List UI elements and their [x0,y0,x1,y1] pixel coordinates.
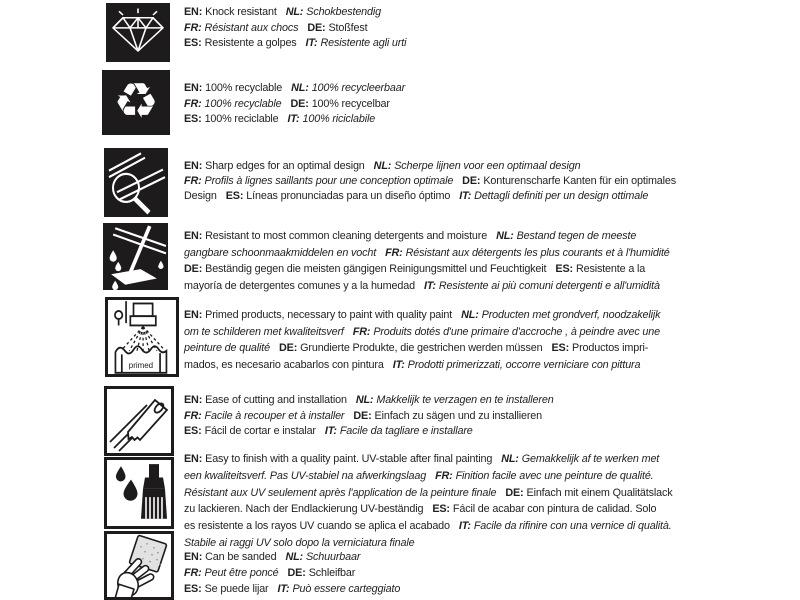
sharp-edges-magnifier-icon [104,148,168,217]
feature-text [184,81,405,128]
lang-text: Design [184,190,217,203]
text-line [184,485,673,502]
lang-label: EN: [184,160,203,172]
lang-label: DE: [290,97,309,110]
lang-text: peinture de qualité [184,342,270,354]
lang-label: ES: [225,190,244,203]
lang-label: EN: [184,82,203,94]
lang-label: IT: [324,425,337,437]
lang-segment-de [279,342,542,354]
text-line [184,112,405,128]
lang-text: Fácil de cortar e instalar [204,425,316,437]
feature-text [184,451,673,552]
text-line [184,501,673,518]
lang-text: Resistant to most common cleaning detergents and moisture [205,230,488,242]
lang-segment-en [184,394,347,406]
lang-text: 100% riciclabile [302,113,376,125]
lang-text: Finition facile avec une peinture de qualité. [455,469,654,482]
lang-text: Knock resistant [205,6,277,18]
lang-label: NL: [291,82,309,94]
feature-text [184,159,676,205]
lang-text: Schokbestendig [306,6,381,18]
lang-text: mayoría de detergentes comunes y a la humedad [184,279,415,292]
lang-text: Fácil de acabar con pintura de calidad. Solo [452,503,657,516]
text-line [184,174,676,189]
lang-segment-de [288,567,356,579]
lang-text: Scherpe lijnen voor een optimaal design [394,160,581,172]
lang-label: FR: [352,325,371,338]
lang-text: Primed products, necessary to paint with quality paint [205,309,453,321]
lang-segment-de [291,98,390,110]
lang-label: IT: [305,37,318,49]
lang-label: FR: [184,97,202,110]
lang-segment-it [459,190,648,202]
lang-segment-it [278,583,401,595]
paint-brush-drops-icon [104,457,174,529]
lang-text: Prodotti primerizzati, occorre verniciare con pittura [407,358,641,371]
text-line [184,5,406,21]
lang-text: Beständig gegen die meisten gängigen Reinigungsmittel und Feuchtigkeit [205,263,547,275]
text-line [184,81,405,97]
lang-segment-en [184,551,276,563]
lang-segment-es [555,263,645,275]
lang-segment-en [184,160,365,172]
lang-segment-es [551,342,648,354]
lang-text: Bestand tegen de meeste [516,230,637,242]
lang-label: NL: [285,6,304,18]
lang-label: NL: [461,309,479,321]
feature-text [184,228,670,294]
text-line [184,245,670,262]
lang-segment-fr [184,410,344,422]
lang-segment-de [462,175,676,187]
lang-label: NL: [373,160,392,172]
lang-label: FR: [184,21,202,34]
lang-text: Gemakkelijk af te werken met [521,453,660,465]
lang-segment-fr [385,247,670,259]
lang-text: Résistant aux détergents les plus courants et à l'humidité [405,246,670,259]
lang-segment-de [307,22,367,34]
lang-label: IT: [392,358,405,371]
lang-segment-fr [184,22,298,34]
lang-text: Líneas pronunciadas para un diseño óptimo [246,190,451,203]
text-line [184,21,406,37]
lang-text: Einfach zu sägen und zu installieren [374,409,543,422]
lang-text: Facile à recouper et à installer [204,409,345,422]
text-line [184,468,673,485]
feature-text [184,307,660,373]
lang-segment-nl [461,309,660,321]
lang-text: Facile da tagliare e installare [339,425,473,437]
lang-text: es resistente a los rayos UV cuando se aplica el acabado [184,520,450,533]
lang-segment-en [184,309,452,321]
lang-label: ES: [184,113,202,125]
lang-text: Grundierte Produkte, die gestrichen werden müssen [300,342,543,354]
lang-label: ES: [551,342,570,354]
lang-label: ES: [555,263,573,275]
lang-segment-fr [184,175,453,187]
lang-text: Producten met grondverf, noodzakelijk [481,309,661,321]
lang-segment-it [325,425,473,437]
feature-text [184,5,406,52]
lang-segment-es [184,520,450,532]
lang-text: Stabile ai raggi UV solo dopo la verniciatura finale [184,536,415,549]
lang-text: Easy to finish with a quality paint. UV-stable after final painting [205,453,493,465]
lang-text: 100% recyclable [205,82,283,94]
lang-label: EN: [184,6,203,18]
lang-label: NL: [285,551,303,563]
lang-text: Ease of cutting and installation [205,394,347,406]
lang-segment-nl [496,230,636,242]
lang-label: FR: [184,175,202,188]
lang-label: ES: [184,37,202,49]
svg-text:primed: primed [128,359,154,371]
sanding-hand-icon [104,531,174,600]
lang-label: ES: [432,503,450,516]
text-line [184,261,670,278]
text-line [184,324,660,341]
text-line [184,549,400,565]
lang-text: mados, es necesario acabarlos con pintura [184,358,384,371]
lang-segment-es [184,113,279,125]
lang-label: IT: [277,583,290,595]
lang-segment-nl [286,6,381,18]
lang-segment-de [353,410,542,422]
lang-text: Resistente a golpes [204,37,297,49]
lang-label: IT: [458,520,471,533]
lang-segment-en [184,82,282,94]
text-line [184,340,660,357]
lang-segment-fr [353,326,660,338]
lang-text: 100% recycleerbaar [311,82,406,94]
text-line [184,424,554,440]
text-line [184,159,676,174]
lang-label: FR: [435,469,453,482]
lang-text: Résistant aux UV seulement après l'application de la peinture finale [184,486,497,499]
lang-label: ES: [184,583,202,595]
lang-segment-de [184,503,423,515]
lang-label: FR: [184,409,202,422]
text-line [184,189,676,204]
text-line [184,357,660,374]
lang-text: Facile da rifinire con una vernice di qualità. [473,520,672,533]
lang-segment-en [184,453,492,465]
lang-segment-it [424,280,660,292]
lang-segment-fr [184,567,279,579]
lang-label: EN: [184,551,203,563]
lang-segment-nl [184,247,376,259]
text-line [184,97,405,113]
lang-text: Schuurbaar [306,551,361,563]
lang-text: om te schilderen met kwaliteitsverf [184,325,344,338]
text-line [184,451,673,468]
lang-segment-it [306,37,407,49]
text-line [184,36,406,52]
lang-label: DE: [505,486,524,499]
lang-label: IT: [459,190,472,203]
lang-text: Can be sanded [205,551,277,563]
lang-text: Può essere carteggiato [292,583,401,595]
lang-segment-en [184,230,487,242]
lang-segment-fr [184,98,282,110]
lang-text: Produits dotés d'une primaire d'accroche , à peindre avec une [373,325,660,338]
lang-text: zu lackieren. Nach der Endlackierung UV-beständig [184,503,424,516]
lang-label: NL: [496,230,514,242]
cleaning-mop-icon [103,223,168,290]
lang-label: ES: [184,425,202,437]
lang-segment-es [184,280,415,292]
lang-segment-es [432,503,656,515]
lang-segment-fr [184,487,496,499]
lang-label: DE: [184,263,203,275]
lang-segment-nl [184,326,344,338]
lang-label: DE: [279,342,298,354]
lang-text: Makkelijk te verzagen en te installeren [376,394,554,406]
lang-text: 100% recyclable [204,97,282,110]
lang-segment-en [184,6,277,18]
lang-text: Dettagli definiti per un design ottimale [474,190,649,203]
lang-segment-de [184,190,217,202]
lang-text: Profils à lignes saillants pour une conception optimale [204,175,454,188]
text-line [184,565,400,581]
lang-text: Productos impri- [572,342,649,354]
lang-label: DE: [307,21,326,34]
lang-segment-es [184,583,269,595]
lang-segment-fr [435,470,653,482]
feature-text [184,549,400,597]
lang-text: Se puede lijar [204,583,269,595]
lang-segment-fr [184,342,270,354]
lang-segment-es [226,190,451,202]
lang-text: gangbare schoonmaakmiddelen en vocht [184,246,377,259]
text-line [184,518,673,535]
lang-text: Resistente a la [575,263,646,275]
lang-label: EN: [184,230,203,242]
lang-segment-de [505,487,672,499]
lang-segment-es [184,425,316,437]
lang-text: Résistant aux chocs [204,21,299,34]
lang-segment-it [393,359,641,371]
lang-label: FR: [385,246,403,259]
text-line [184,228,670,245]
text-line [184,278,670,295]
lang-segment-nl [184,470,426,482]
lang-text: Einfach mit einem Qualitätslack [526,486,673,499]
lang-label: NL: [355,394,374,406]
lang-label: DE: [353,409,372,422]
lang-label: IT: [287,113,300,125]
lang-text: Konturenscharfe Kanten für ein optimales [483,175,676,188]
lang-label: IT: [423,279,436,292]
primed-spray-icon [105,297,179,377]
lang-text: 100% reciclable [204,113,279,125]
lang-segment-es [184,359,384,371]
lang-segment-it [288,113,376,125]
lang-segment-nl [501,453,659,465]
lang-segment-es [184,37,297,49]
saw-cutting-icon [104,386,174,456]
lang-text: Peut être poncé [204,567,279,579]
text-line [184,393,554,409]
lang-label: NL: [501,453,519,465]
lang-text: 100% recycelbar [311,97,390,110]
lang-segment-nl [285,551,360,563]
lang-text: Resistente agli urti [320,37,407,49]
lang-segment-nl [356,394,554,406]
lang-text: Sharp edges for an optimal design [205,160,365,172]
lang-label: DE: [462,175,481,188]
text-line [184,581,400,597]
feature-text [184,393,554,440]
lang-label: EN: [184,453,203,465]
lang-segment-nl [291,82,405,94]
lang-text: Stoßfest [328,21,368,34]
lang-text: Schleifbar [308,567,356,579]
lang-label: EN: [184,394,203,406]
lang-segment-it [184,537,414,549]
text-line [184,307,660,324]
lang-label: DE: [287,567,306,579]
lang-label: EN: [184,309,203,321]
lang-text: een kwaliteitsverf. Pas UV-stabiel na afwerkingslaag [184,469,427,482]
recycle-icon [102,70,170,135]
lang-text: Resistente ai più comuni detergenti e all'umidità [438,279,660,292]
lang-segment-it [459,520,672,532]
text-line [184,409,554,425]
diamond-icon [106,3,170,62]
svg-text:♻: ♻ [113,72,159,130]
lang-segment-nl [374,160,581,172]
lang-label: FR: [184,567,202,579]
lang-segment-de [184,263,546,275]
